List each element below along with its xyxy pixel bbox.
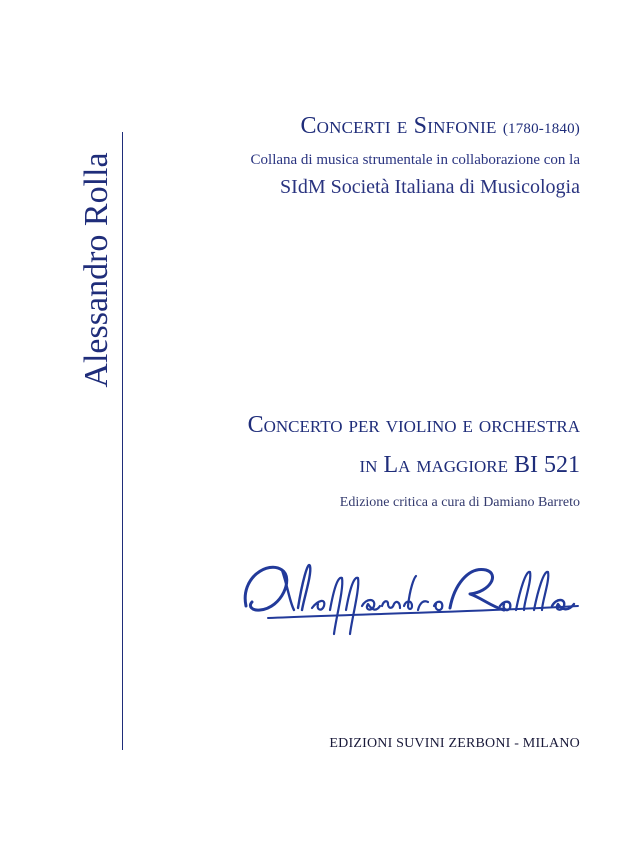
work-title: Concerto per violino e orchestra xyxy=(247,412,580,438)
work-editor: Edizione critica a cura di Damiano Barreto xyxy=(339,495,580,510)
series-organization: SIdM Società Italiana di Musicologia xyxy=(280,176,580,198)
series-title-text: Concerti e Sinfonie xyxy=(300,113,497,139)
vertical-divider xyxy=(122,132,123,750)
publisher-imprint: EDIZIONI SUVINI ZERBONI - MILANO xyxy=(329,736,580,751)
work-key-catalog: in La maggiore BI 521 xyxy=(359,452,580,478)
series-subtitle: Collana di musica strumentale in collaborazione con la xyxy=(250,152,580,168)
series-years: (1780-1840) xyxy=(502,121,580,137)
series-title xyxy=(300,113,580,140)
vertical-composer-name: Alessandro Rolla xyxy=(78,152,115,388)
handwritten-signature xyxy=(238,548,588,648)
